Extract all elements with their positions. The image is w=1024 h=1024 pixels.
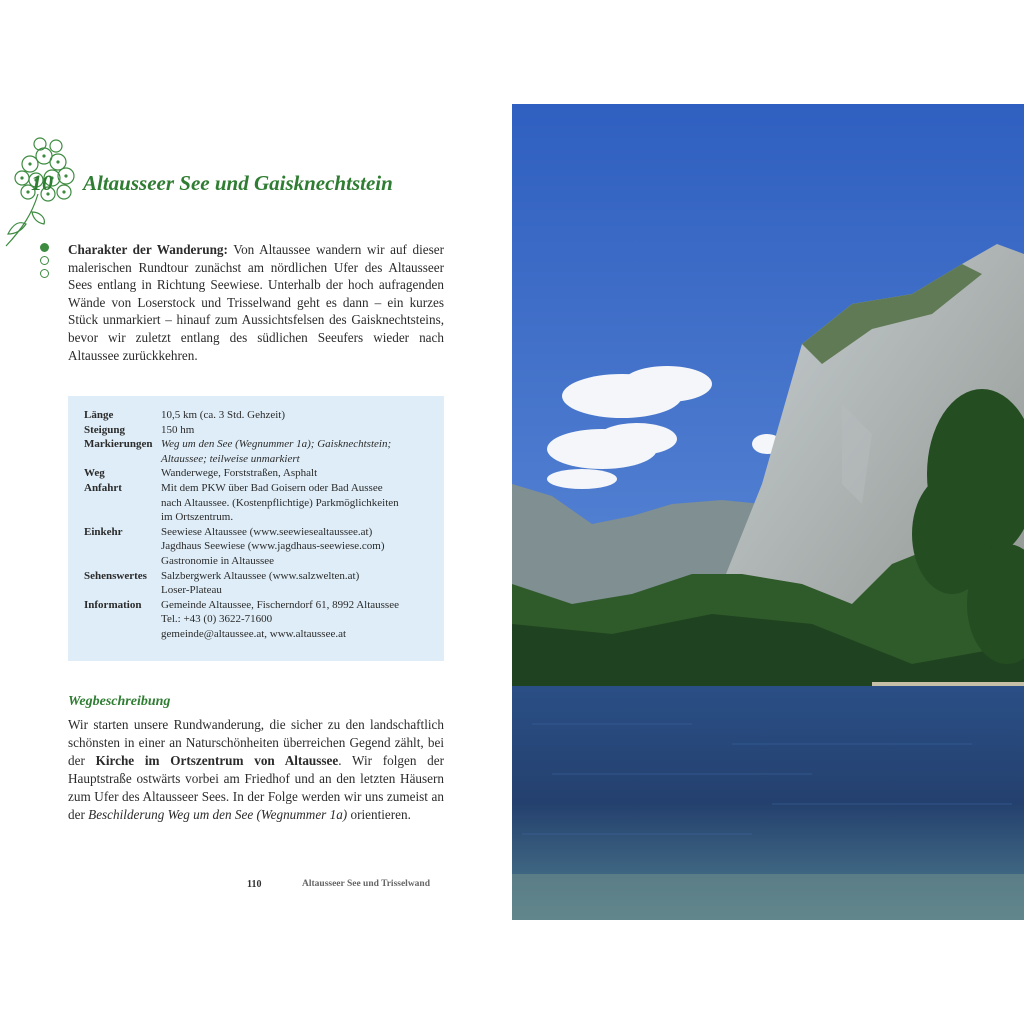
hike-character-paragraph <box>68 241 444 364</box>
info-value-line: 10,5 km (ca. 3 Std. Gehzeit) <box>161 409 286 421</box>
route-paragraph <box>68 716 444 823</box>
info-row <box>84 598 434 642</box>
info-value <box>161 598 441 642</box>
route-start-point: Kirche im Ortszentrum von Altaussee <box>95 752 339 768</box>
info-value-line: nach Altaussee. (Kostenpflichtige) Parkmöglichkeiten <box>161 496 399 509</box>
info-row <box>84 423 434 438</box>
info-value-line: 150 hm <box>161 423 195 436</box>
info-value-line: Wanderwege, Forststraßen, Asphalt <box>161 467 318 480</box>
info-label: Einkehr <box>84 525 123 538</box>
info-label: Anfahrt <box>84 482 122 494</box>
info-value-line: Tel.: +43 (0) 3622-71600 <box>161 613 273 626</box>
info-value-line: Gastronomie in Altaussee <box>161 554 275 567</box>
info-label: Weg <box>84 467 105 480</box>
info-row <box>84 481 434 525</box>
route-heading: Wegbeschreibung <box>68 694 171 709</box>
chapter-title: Altausseer See und Gaisknechtstein <box>83 171 393 195</box>
hike-character-label: Charakter der Wanderung: <box>68 242 228 257</box>
route-text-3: orientieren. <box>347 806 411 822</box>
info-row <box>84 525 434 569</box>
info-label: Sehenswertes <box>84 569 147 582</box>
info-value-line: Loser-Plateau <box>161 584 222 597</box>
running-title: Altausseer See und Trisselwand <box>302 879 431 889</box>
info-value <box>161 481 441 525</box>
info-value <box>161 423 441 438</box>
difficulty-dot-empty <box>40 256 49 265</box>
info-label: Steigung <box>84 423 125 436</box>
info-label: Markierungen <box>84 438 153 451</box>
info-value-line: Gemeinde Altaussee, Fischerndorf 61, 8992 Altaussee <box>161 598 399 611</box>
info-value-line: im Ortszentrum. <box>161 511 234 524</box>
info-row <box>84 466 434 481</box>
info-value <box>161 408 441 423</box>
difficulty-indicator <box>40 243 52 282</box>
info-value <box>161 437 441 466</box>
info-value-line: Mit dem PKW über Bad Goisern oder Bad Aussee <box>161 482 383 494</box>
info-value-line: Seewiese Altaussee (www.seewiesealtaussee.at) <box>161 525 373 538</box>
info-box <box>68 396 444 661</box>
info-row <box>84 437 434 466</box>
chapter-number: 10 <box>31 170 53 195</box>
info-value-line: Weg um den See (Wegnummer 1a); Gaisknechtstein; <box>161 438 392 451</box>
info-value <box>161 569 441 598</box>
info-value-line: Salzbergwerk Altaussee (www.salzwelten.at) <box>161 569 360 582</box>
info-value-line: Altaussee; teilweise unmarkiert <box>161 452 300 465</box>
info-value <box>161 466 441 481</box>
lake-mountain-photo <box>512 104 1024 920</box>
difficulty-dot-filled <box>40 243 49 252</box>
page-number: 110 <box>247 879 262 890</box>
route-signage: Beschilderung Weg um den See (Wegnummer 1a) <box>88 806 348 822</box>
info-label: Länge <box>84 409 114 421</box>
info-row <box>84 569 434 598</box>
info-value-line: Jagdhaus Seewiese (www.jagdhaus-seewiese.com) <box>161 540 385 553</box>
info-label: Information <box>84 598 142 611</box>
hike-character-text: Von Altaussee wandern wir auf dieser malerischen Rundtour zunächst am nördlichen Ufer des Altausseer Sees entlang in Richtung Seewiese. Unterhalb der hoch aufragenden Wände von Loserstock und Trisselwand geht es dann – ein kurzes Stück unmarkiert – hinauf zum Aussichtsfelsen des Gaisknechtsteins, bevor wir zuletzt entlang des südlichen Seeufers wieder nach Altaussee zurückkehren. <box>68 242 444 363</box>
route-text-1: Wir starten unsere Rundwanderung, die sicher zu den landschaftlich schönsten in einer an Naturschönheiten überreichen Gegend zählt, bei der <box>68 717 444 768</box>
chapter-heading <box>31 170 393 196</box>
route-text-2: . Wir folgen der Hauptstraße ostwärts vorbei am Friedhof und an den letzten Häusern zum Ufer des Altausseer Sees. In der Folge werden wir uns zumeist an der <box>68 752 445 822</box>
info-row <box>84 408 434 423</box>
info-value-line: gemeinde@altaussee.at, www.altaussee.at <box>161 627 347 640</box>
difficulty-dot-empty <box>40 269 49 278</box>
info-value <box>161 525 441 569</box>
